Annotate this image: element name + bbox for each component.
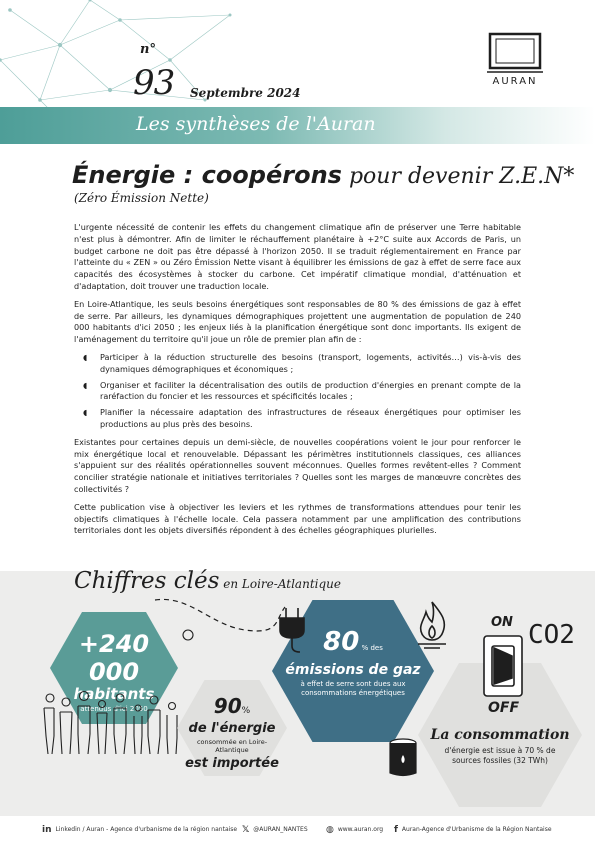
title-bold: Énergie : coopérons xyxy=(72,161,342,189)
globe-icon: ◍ xyxy=(326,825,334,835)
plug-icon xyxy=(276,606,308,654)
series-title: Les synthèses de l'Auran xyxy=(136,113,376,135)
key-figures-title: Chiffres clés xyxy=(74,568,220,594)
footer-x[interactable] xyxy=(242,825,308,835)
footer-linkedin-text: Linkedin / Auran - Agence d'urbanisme de la région nantaise xyxy=(55,826,238,833)
co2-label: CO2 xyxy=(528,620,575,650)
stat-imported xyxy=(177,696,287,771)
people-silhouettes-icon xyxy=(40,685,190,758)
footer xyxy=(0,816,595,841)
stat-consumption-title: La consommation xyxy=(430,727,570,743)
stat-imported-value: 90 xyxy=(213,694,242,718)
issue-number: 93 xyxy=(133,63,175,103)
title-light: pour devenir Z.E.N* xyxy=(341,164,575,189)
footer-web-text: www.auran.org xyxy=(337,826,384,833)
bullet-item: ◖ Planifier la nécessaire adaptation des infrastructures de réseaux énergétiques pour optimiser les productions au plus près des besoins. xyxy=(100,407,521,431)
oil-barrel-icon xyxy=(388,738,418,778)
footer-x-text: @AURAN_NANTES xyxy=(253,826,308,833)
article-body xyxy=(74,222,521,543)
auran-logo-icon xyxy=(487,32,543,76)
switch-icon xyxy=(480,634,526,698)
logo-text: AURAN xyxy=(492,76,538,87)
page-title xyxy=(72,160,574,192)
linkedin-icon: in xyxy=(42,825,52,835)
off-label: OFF xyxy=(488,700,520,716)
stat-emissions-value: 80 xyxy=(323,627,360,657)
paragraph-1: L'urgente nécessité de contenir les effets du changement climatique afin de préserver une Terre habitable n'est plus à démontrer. Afin de limiter le réchauffement planétaire à +2°C suite aux Accords de Paris, un budget carbone ne doit pas être dépassé à l'horizon 2050. Il se traduit réglementairement en France par l'atteinte du « ZEN » ou Zéro Émission Nette visant à équilibrer les émissions de gaz à effet de serre face aux capacités des écosystèmes à stocker du carbone. Cet impératif climatique mondial, d'atténuation et d'adaptation, doit trouver une traduction locale. xyxy=(74,222,521,291)
paragraph-2: En Loire-Atlantique, les seuls besoins énergétiques sont responsables de 80 % des émissions de gaz à effet de serre. Par ailleurs, les dynamiques démographiques projettent une augmentation de population de 240 000 habitants d'ici 2050 ; les enjeux liés à la planification énergétique sont donc importants. Ils exigent de l'aménagement du territoire qu'il joue un rôle de premier plan afin de : xyxy=(74,298,521,345)
stat-imported-pct: % xyxy=(241,706,251,716)
paragraph-3: Existantes pour certaines depuis un demi-siècle, de nouvelles coopérations voient le jour pour renforcer le mix énergétique local et renouvelable. Dépassant les périmètres institutionnels classiques, ces alliances s'appuient sur des réalités opérationnelles souvent méconnues. Quelles formes revêtent-elles ? Comment concilier stratégie nationale et initiatives territoriales ? Quelles sont les marges de manœuvre concrètes des collectivités ? xyxy=(74,436,521,494)
stat-emissions-pct: % des xyxy=(359,644,383,652)
stat-consumption-text: d'énergie est issue à 70 % de sources fossiles (32 TWh) xyxy=(444,746,556,765)
flame-icon xyxy=(412,600,452,650)
paragraph-4: Cette publication vise à objectiver les leviers et les rythmes de transformations attendues pour tenir les objectifs climatiques à l'échelle locale. Cela passera notamment par une amplification des contributions territoriales dont les objets diversifiés répondent à des échelles géographiques plurielles. xyxy=(74,501,521,536)
footer-facebook[interactable] xyxy=(394,825,552,835)
key-figures-region: en Loire-Atlantique xyxy=(219,577,341,591)
x-icon: 𝕏 xyxy=(242,825,250,835)
on-label: ON xyxy=(491,615,513,630)
bullet-item: ◖ Participer à la réduction structurelle des besoins (transport, logements, activités…) vis-à-vis des dynamiques démographiques et économiques ; xyxy=(100,352,521,376)
stat-population-unit: habitants xyxy=(73,685,155,703)
stat-emissions-unit: émissions de gaz xyxy=(285,662,421,678)
footer-facebook-text: Auran-Agence d'Urbanisme de la Région Nantaise xyxy=(401,826,552,833)
bullet-item: ◖ Organiser et faciliter la décentralisation des outils de production d'énergies en prenant compte de la raréfaction du foncier et les ressources et spécificités locales ; xyxy=(100,380,521,404)
issue-prefix: n° xyxy=(140,42,156,57)
footer-web[interactable] xyxy=(326,825,383,835)
page-subtitle: (Zéro Émission Nette) xyxy=(74,191,209,205)
stat-consumption xyxy=(425,726,575,768)
bullet-list xyxy=(74,352,521,431)
stat-imported-tail: est importée xyxy=(185,756,279,771)
stat-population-text: attendus d'ici 2050 xyxy=(80,705,148,713)
key-figures-heading xyxy=(74,568,341,594)
issue-date: Septembre 2024 xyxy=(190,86,301,100)
footer-linkedin[interactable] xyxy=(42,825,237,835)
stat-imported-unit: de l'énergie xyxy=(188,721,276,736)
stat-emissions-text: à effet de serre sont dues aux consommations énergétiques xyxy=(300,680,406,697)
facebook-icon: f xyxy=(394,825,398,835)
stat-population-value: +240 000 xyxy=(78,630,150,686)
stat-imported-text: consommée en Loire-Atlantique xyxy=(196,738,268,754)
